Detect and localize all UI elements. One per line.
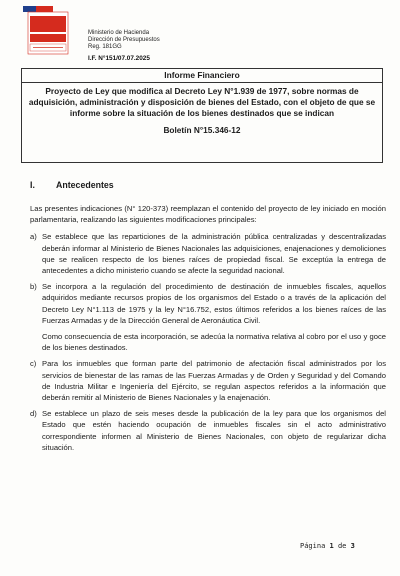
title-box [21, 68, 383, 163]
report-heading: Informe Financiero [22, 69, 382, 83]
item-text [42, 281, 386, 353]
item-text [42, 408, 386, 453]
section-title: Antecedentes [56, 180, 114, 190]
report-id: I.F. N°151/07.07.2025 [88, 55, 150, 62]
document-body [30, 203, 386, 458]
item-paragraph: Se incorpora a la regulación del procedimiento de destinación de inmuebles fiscales, aquellos adquiridos mediante recursos propios de los organismos del Estado o a través de la aplicación del Decreto Ley N°1.113 de 1975 y la ley N°16.752, estos últimos referidos a los bienes raíces de las Fuerzas Armadas y de la Dirección General de Aeronáutica Civil. [42, 282, 386, 325]
item-label: b) [30, 282, 37, 292]
list-item [30, 281, 386, 353]
item-paragraph: Para los inmuebles que forman parte del patrimonio de afectación fiscal administrados por los servicios de bienestar de las ramas de las Fuerzas Armadas y de Orden y Seguridad y del Comando de Industria Militar e Ingeniería del Ejército, se regulan aspectos referidos a la información que deberán remitir al Ministerio de Bienes Nacionales y la enajenación. [42, 359, 386, 403]
item-label: a) [30, 232, 37, 242]
ministry-line: Ministerio de Hacienda [88, 30, 150, 36]
of-label: de [337, 542, 347, 550]
page-number [300, 542, 355, 550]
current-page: 1 [329, 542, 334, 550]
title-box-body [22, 83, 382, 136]
item-paragraph: Se establece que las reparticiones de la administración pública centralizadas y descentralizadas deberán informar al Ministerio de Bienes Nacionales las adquisiciones, enajenaciones y demoliciones que se realicen respecto de los bienes raíces de propiedad fiscal. Se exceptúa la entrega de antecedentes a dicho ministerio cuando se afecte la seguridad nacional. [42, 232, 386, 276]
ministry-line: Dirección de Presupuestos [88, 37, 160, 44]
item-text [42, 231, 386, 276]
intro-paragraph: Las presentes indicaciones (N° 120-373) reemplazan el contenido del proyecto de ley iniciado en moción parlamentaria, realizando las siguientes modificaciones principales: [30, 204, 386, 225]
government-logo [23, 6, 69, 62]
item-text [42, 358, 386, 403]
boletin-number: Boletín N°15.346-12 [163, 125, 241, 135]
bill-subject: Proyecto de Ley que modifica al Decreto Ley N°1.939 de 1977, sobre normas de adquisición, administración y disposición de bienes del Estado, con el objeto de que se informe sobre la situación de los bienes destinados que se indican [28, 86, 376, 118]
section-heading [30, 180, 114, 190]
item-paragraph: Como consecuencia de esta incorporación, se adecúa la normativa relativa al cobro por el uso y goce de los bienes destinados. [42, 332, 386, 353]
item-label: c) [30, 359, 37, 369]
list-item [30, 231, 386, 276]
page-label: Página [300, 542, 326, 550]
ministry-line: Reg. 181GG [88, 44, 122, 51]
list-item [30, 358, 386, 403]
item-label: d) [30, 409, 37, 419]
ministry-header [88, 30, 160, 52]
item-paragraph: Se establece un plazo de seis meses desde la publicación de la ley para que los organismos del Estado que estén haciendo ocupación de inmuebles fiscales sin el acto administrativo correspondiente informen al Ministerio de Bienes Nacionales, con objeto de regularizar dicha situación. [42, 409, 386, 452]
section-number: I. [30, 180, 35, 190]
total-pages: 3 [350, 542, 355, 550]
list-item [30, 408, 386, 453]
